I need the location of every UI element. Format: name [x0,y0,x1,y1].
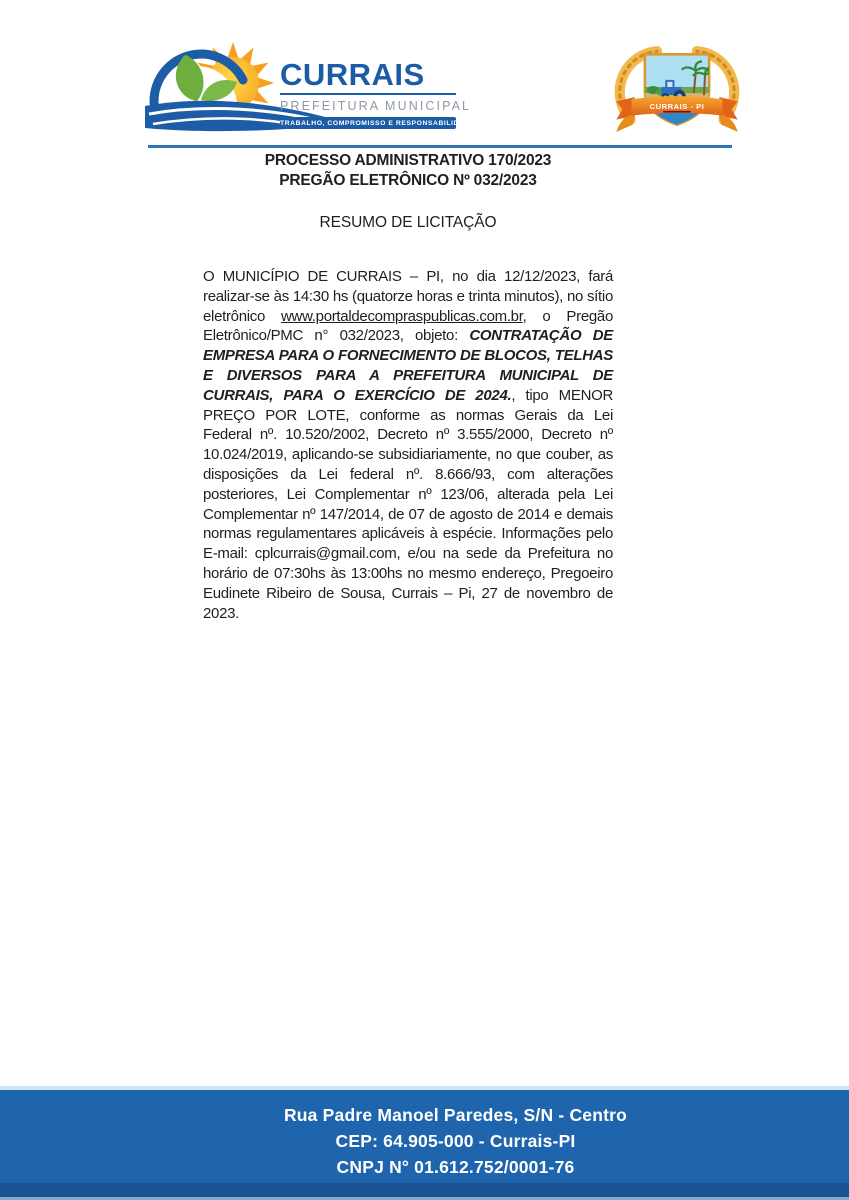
footer [0,1090,849,1200]
body-part3: , tipo MENOR PREÇO POR LOTE, conforme as normas Gerais da Lei Federal nº. 10.520/2002, Decreto nº 3.555/2000, Decreto nº 10.024/2019, aplicando-se subsidiariamente, no que couber, as disposições da Lei federal nº. 8.666/93, com alterações posteriores, Lei Complementar nº 123/06, alterada pela Lei Complementar nº 147/2014, de 07 de agosto de 2014 e demais normas regulamentares aplicáveis à espécie. Informações pelo E-mail: cplcurrais@gmail.com, e/ou na sede da Prefeitura no horário de 07:30hs às 13:00hs no mesmo endereço, Pregoeiro Eudinete Ribeiro de Sousa, Currais – Pi, 27 de novembro de 2023. [203,386,614,622]
shield-icon [639,54,721,128]
process-title: PROCESSO ADMINISTRATIVO 170/2023 [264,152,552,169]
summary-paragraph [203,267,613,623]
logo-divider [280,93,456,95]
logo-subtitle: PREFEITURA MUNICIPAL [280,99,472,113]
logo-name: CURRAIS [280,57,425,92]
footer-cep: CEP: 64.905-000 - Currais-PI [335,1131,576,1151]
section-title: RESUMO DE LICITAÇÃO [319,214,497,231]
prefeitura-logo [145,38,475,142]
contract-object: CONTRATAÇÃO DE EMPRESA PARA O FORNECIMENTO DE BLOCOS, TELHAS E DIVERSOS PARA A PREFEITURA MUNICIPAL DE CURRAIS, PARA O EXERCÍCIO DE 2024. [203,327,613,404]
footer-accent-band [0,1183,849,1197]
auction-title: PREGÃO ELETRÔNICO Nº 032/2023 [279,172,537,189]
logo-tagline-badge: TRABALHO, COMPROMISSO E RESPONSABILIDADE [280,117,456,129]
footer-text-block [62,1102,849,1180]
footer-top-edge [0,1086,849,1090]
body-part1: O MUNICÍPIO DE CURRAIS – PI, no dia 12/12/2023, fará realizar-se às 14:30 hs (quatorze horas e trinta minutos), no sítio eletrônico [203,268,613,325]
footer-address: Rua Padre Manoel Paredes, S/N - Centro [283,1105,628,1125]
coat-of-arms-icon [608,38,746,140]
footer-cnpj: CNPJ N° 01.612.752/0001-76 [336,1157,575,1177]
seal-motto-line [663,111,691,113]
municipal-seal [608,38,746,140]
header-divider [148,145,732,148]
logo-text-block [280,57,475,129]
body-part2: , o Pregão Eletrônico/PMC n° 032/2023, objeto: [203,307,613,345]
portal-link[interactable]: www.portaldecompraspublicas.com.br [281,307,523,325]
seal-ribbon-text: CURRAIS - PI [649,101,705,111]
title-block [203,151,613,233]
